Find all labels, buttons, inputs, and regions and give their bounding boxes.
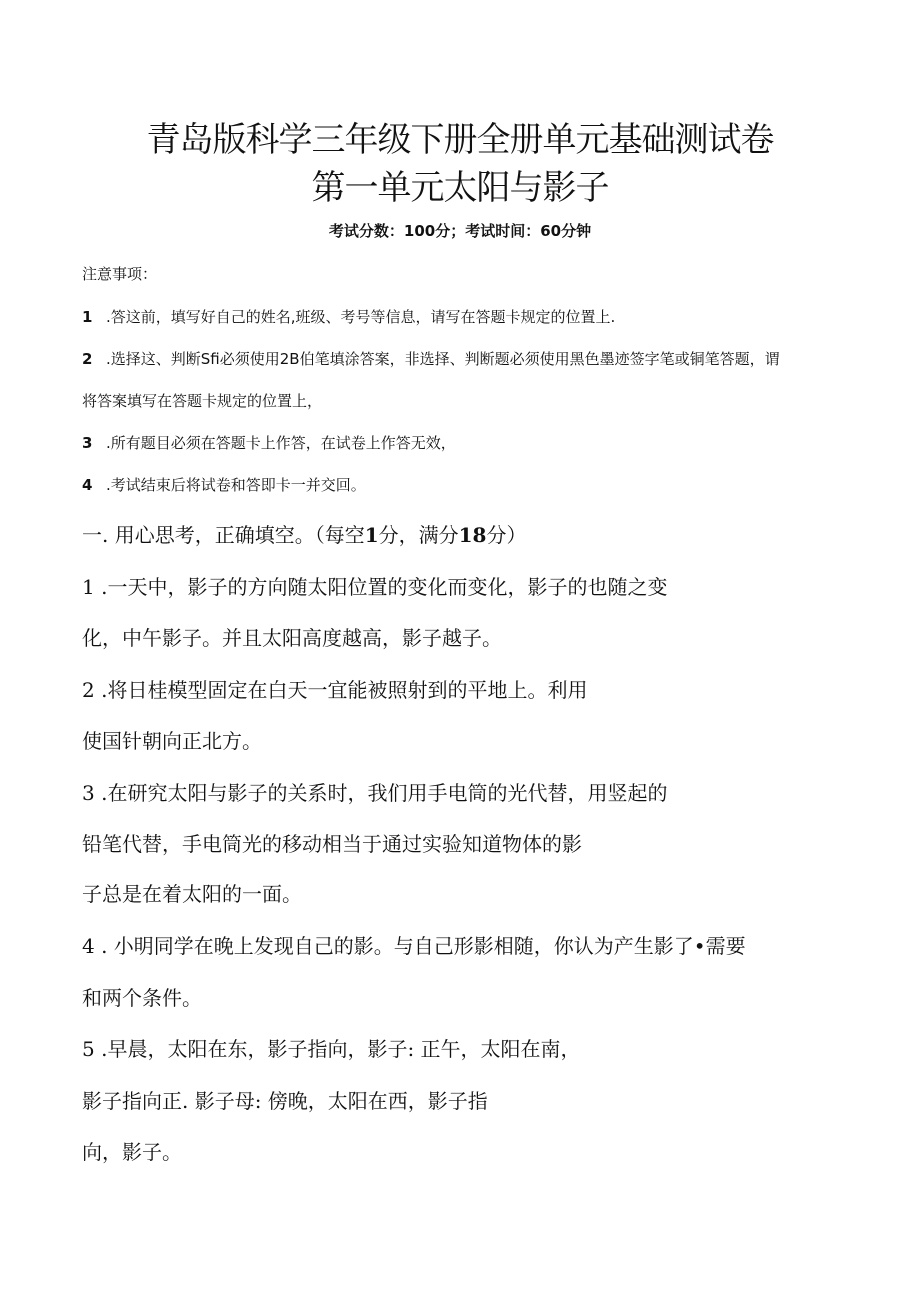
question-line: 4 . 小明同学在晚上发现自己的影。与自己形影相随，你认为产生影了•需要	[82, 934, 746, 958]
note-text: .选择这、判断Sfi必须使用2B伯笔填涂答案，非选择、判断题必须使用黑色墨迹签字笔或铜笔答题，谓	[106, 350, 780, 368]
note-item	[82, 432, 456, 453]
note-item	[82, 348, 780, 369]
unit-title: 第一单元太阳与影子	[311, 168, 609, 208]
note-number: 2	[82, 350, 93, 368]
question-line: 子总是在着太阳的一面。	[82, 882, 302, 906]
note-item	[82, 306, 615, 327]
section-heading: 一. 用心思考，正确填空。（每空1分，满分18分）	[82, 523, 527, 547]
question-line: 向，影子。	[82, 1140, 182, 1164]
note-text: .答这前，填写好自己的姓名,班级、考号等信息，请写在答题卡规定的位置上.	[106, 308, 616, 326]
note-number: 4	[82, 476, 93, 494]
question-line: 使国针朝向正北方。	[82, 729, 262, 753]
note-number: 1	[82, 308, 93, 326]
note-text: .所有题目必须在答题卡上作答，在试卷上作答无效，	[106, 434, 456, 452]
question-line: 3 .在研究太阳与影子的关系时，我们用手电筒的光代替，用竖起的	[82, 781, 668, 805]
question-line: 化，中午影子。并且太阳高度越高，影子越子。	[82, 626, 502, 650]
page-title: 青岛版科学三年级下册全册单元基础测试卷	[146, 120, 774, 160]
question-line: 影子指向正. 影子母: 傍晚，太阳在西，影子指	[82, 1089, 488, 1113]
note-text: .考试结束后将试卷和答即卡一并交回。	[106, 476, 366, 494]
question-line: 铅笔代替，手电筒光的移动相当于通过实验知道物体的影	[82, 832, 582, 856]
note-item-continuation	[82, 390, 322, 411]
exam-info: 考试分数：100分；考试时间：60分钟	[328, 222, 592, 240]
note-item	[82, 474, 366, 495]
note-text: 将答案填写在答题卡规定的位置上，	[82, 392, 323, 410]
question-line: 5 .早晨，太阳在东，影子指向，影子: 正午，太阳在南，	[82, 1037, 581, 1061]
notes-heading: 注意事项：	[82, 265, 158, 283]
question-line: 和两个条件。	[82, 986, 202, 1010]
note-number: 3	[82, 434, 93, 452]
question-line: 2 .将日桂模型固定在白天一宜能被照射到的平地上。利用	[82, 678, 588, 702]
question-line: 1 .一天中，影子的方向随太阳位置的变化而变化，影子的也随之变	[82, 575, 668, 599]
